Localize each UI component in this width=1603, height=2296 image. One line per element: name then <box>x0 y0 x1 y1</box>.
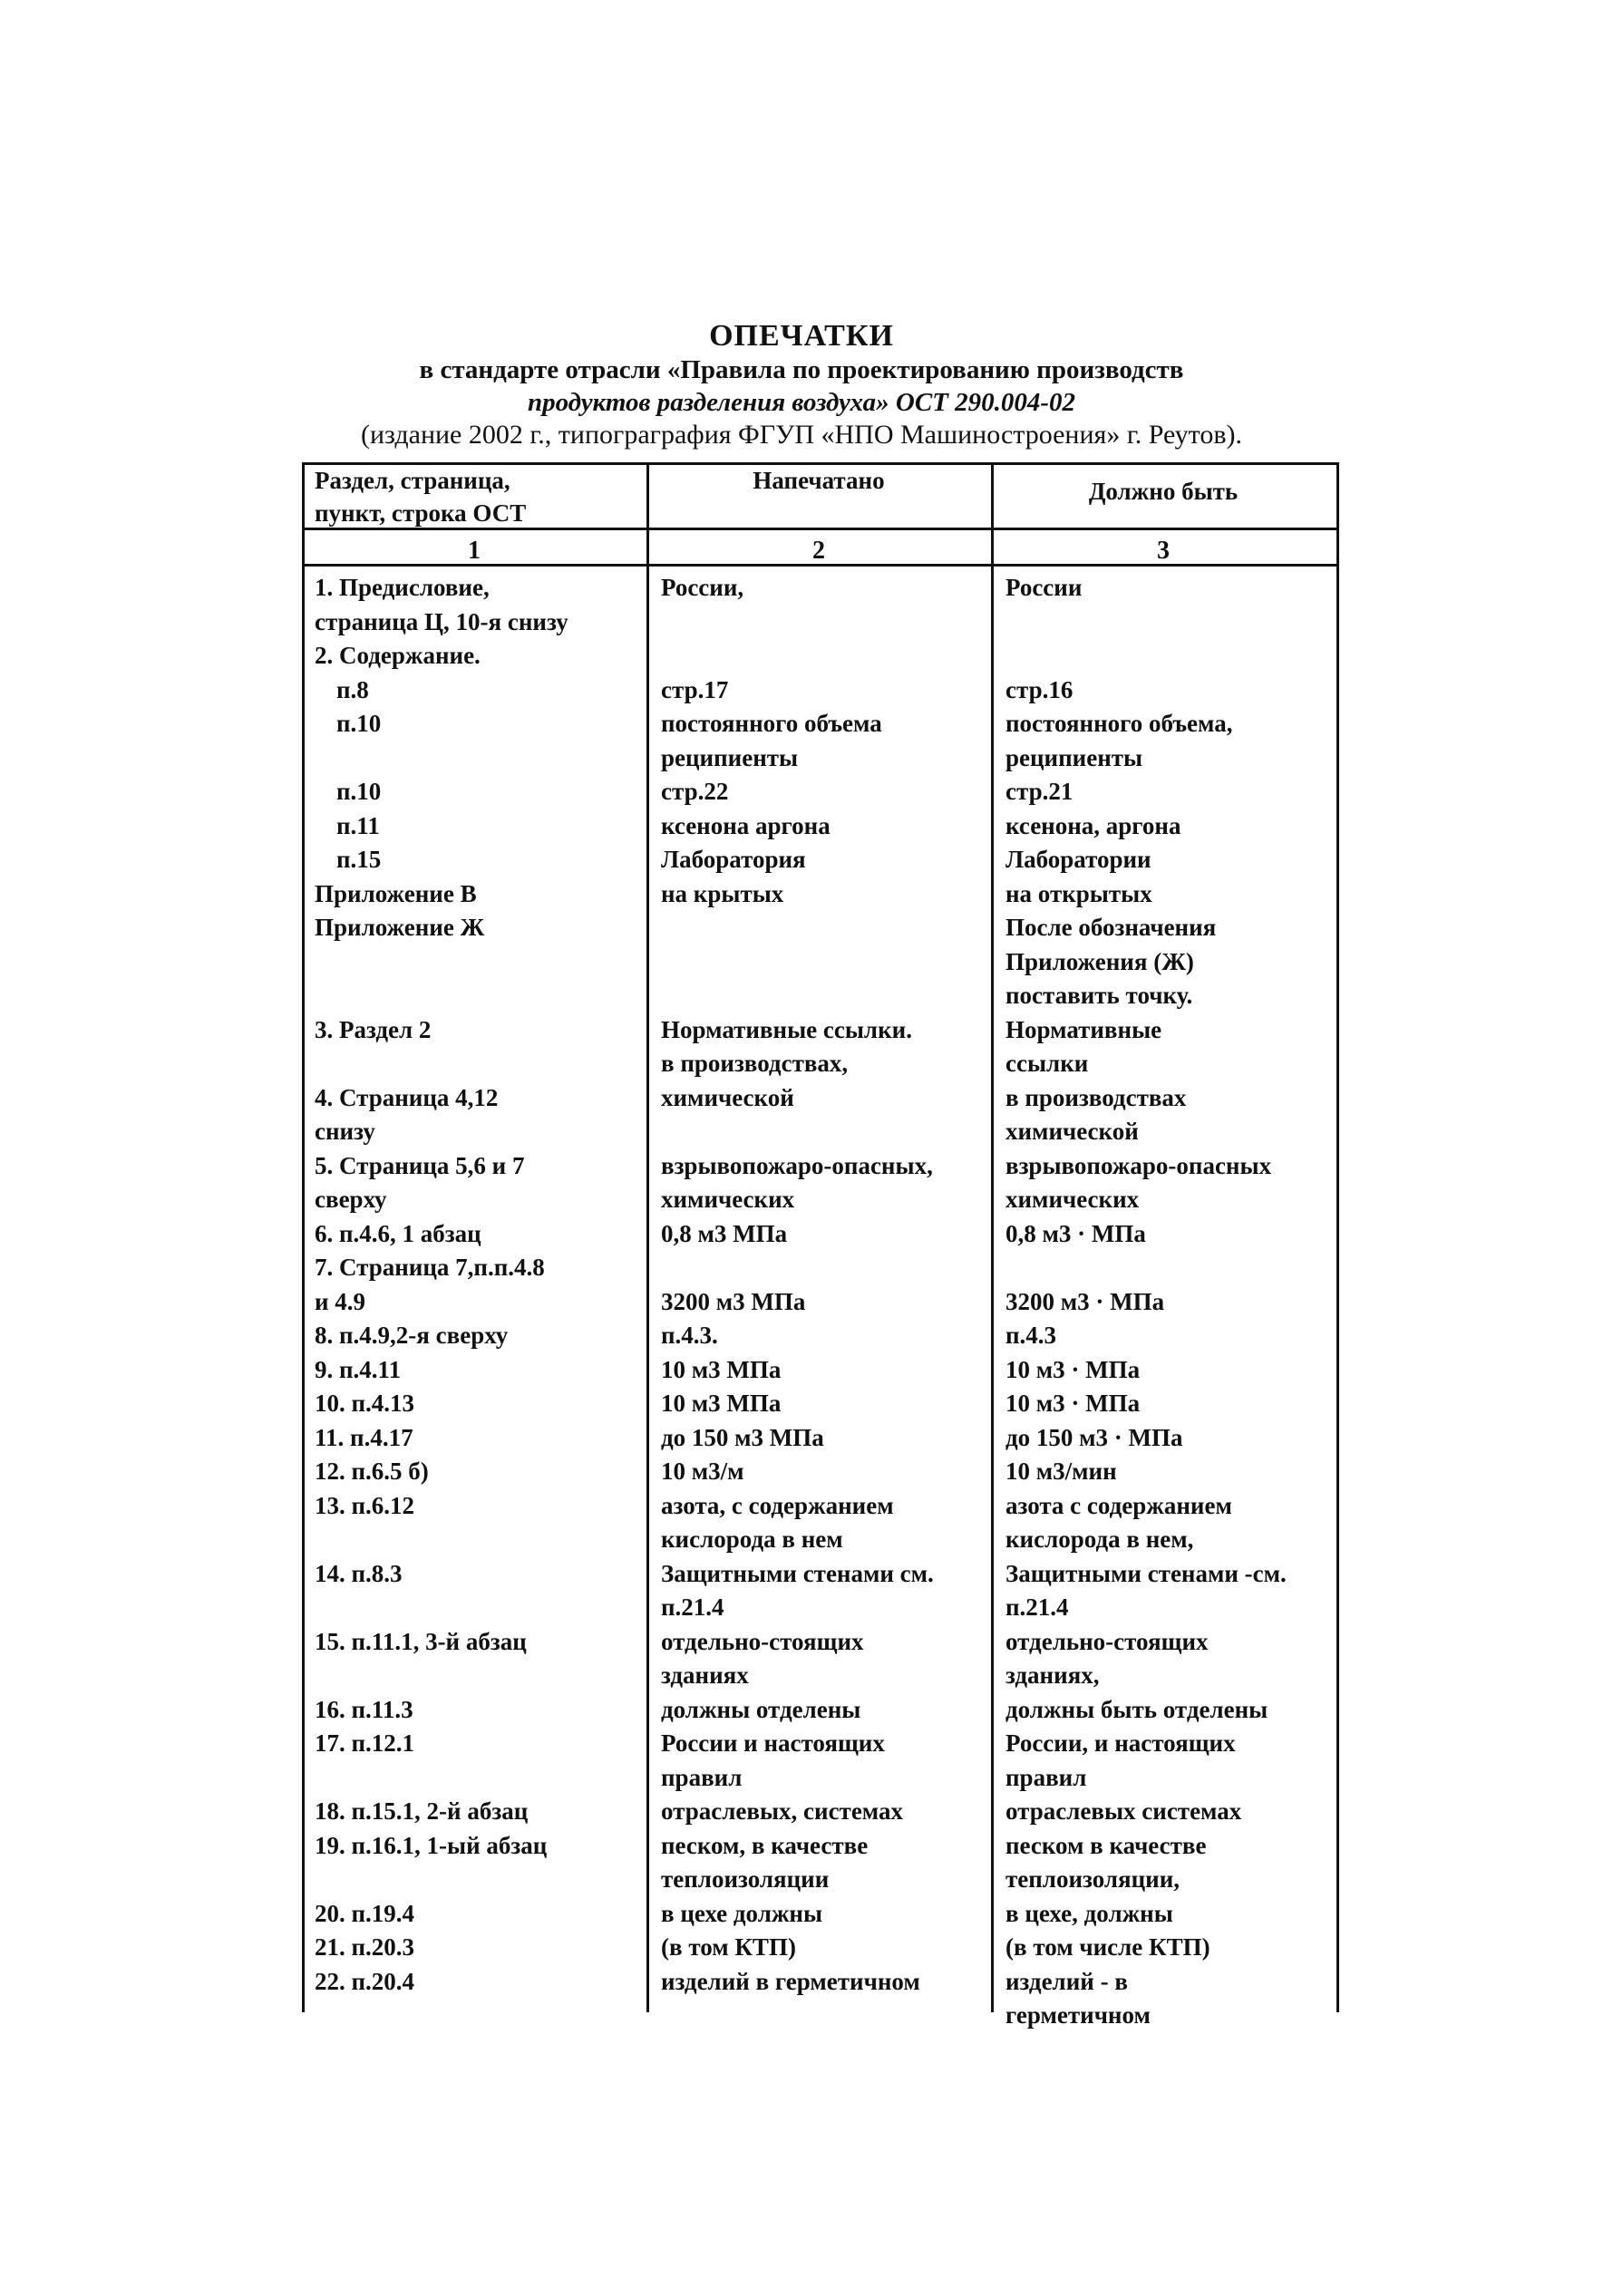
table-cell-c3 <box>1006 1081 1341 1149</box>
cell-text-line: стр.17 <box>661 675 729 703</box>
cell-text-line: химической <box>661 1083 794 1111</box>
table-cell-c3 <box>1006 1489 1341 1557</box>
table-cell-c2 <box>661 1013 996 1081</box>
cell-text-line: 21. п.20.3 <box>315 1933 415 1961</box>
cell-text-line: 15. п.11.1, 3-й абзац <box>315 1627 527 1655</box>
cell-text-line: химических <box>1006 1186 1140 1213</box>
cell-text-line: стр.16 <box>1006 675 1074 703</box>
cell-text-line: 10 м3 МПа <box>661 1390 782 1417</box>
cell-text-line: 10 м3 · МПа <box>1006 1390 1141 1417</box>
cell-text-line: в производствах <box>1006 1083 1187 1111</box>
table-cell-c2 <box>661 1455 996 1489</box>
cell-text-line: реципиенты <box>1006 743 1143 771</box>
header-col1-line: пункт, строка ОСТ <box>315 499 527 527</box>
table-cell-c3 <box>1006 707 1341 775</box>
cell-text-line: (в том числе КТП) <box>1006 1933 1210 1961</box>
cell-text-line: Приложения (Ж) <box>1006 947 1194 975</box>
cell-text-line: 0,8 м3 МПа <box>661 1219 788 1247</box>
table-cell-c2 <box>661 1795 996 1829</box>
table-cell-c1 <box>315 1931 641 1965</box>
cell-text-line: п.8 <box>336 675 369 703</box>
cell-text-line: песком, в качестве <box>661 1831 869 1859</box>
cell-text-line: Приложение Ж <box>315 914 485 941</box>
table-cell-c2 <box>661 673 996 708</box>
cell-text-line: взрывопожаро-опасных <box>1006 1151 1272 1179</box>
cell-text-line: 3. Раздел 2 <box>315 1015 432 1043</box>
table-cell-c1 <box>315 1081 641 1149</box>
cell-text-line: Нормативные <box>1006 1015 1162 1043</box>
table-cell-c1 <box>315 877 641 912</box>
cell-text-line: 1. Предисловие, <box>315 574 490 601</box>
cell-text-line: 3200 м3 · МПа <box>1006 1287 1165 1315</box>
cell-text-line: 8. п.4.9,2-я сверху <box>315 1322 509 1349</box>
table-cell-c1 <box>315 1693 641 1728</box>
table-cell-c3 <box>1006 1829 1341 1897</box>
cell-text-line: 10. п.4.13 <box>315 1390 415 1417</box>
cell-text-line: стр.21 <box>1006 778 1074 805</box>
table-cell-c3 <box>1006 1557 1341 1625</box>
table-cell-c3 <box>1006 1319 1341 1353</box>
table-cell-c1 <box>315 1965 641 2000</box>
table-cell-c2 <box>661 1965 996 2000</box>
cell-text-line: ссылки <box>1006 1050 1089 1077</box>
cell-text-line: России и настоящих <box>661 1729 885 1757</box>
cell-text-line: 7. Страница 7,п.п.4.8 <box>315 1254 545 1281</box>
table-cell-c1 <box>315 1387 641 1421</box>
table-cell-c1 <box>315 1829 641 1864</box>
table-cell-c1 <box>315 1421 641 1456</box>
table-cell-c3 <box>1006 1387 1341 1421</box>
table-cell-c2 <box>661 809 996 844</box>
table-cell-c3 <box>1006 877 1341 912</box>
table-cell-c2 <box>661 1319 996 1353</box>
document-subtitle-line1: в стандарте отрасли «Правила по проектированию производств <box>419 355 1184 384</box>
cell-text-line: изделий в герметичном <box>661 1967 920 1995</box>
cell-text-line: азота, с содержанием <box>661 1491 894 1519</box>
cell-text-line: Лаборатория <box>661 846 806 873</box>
cell-text-line: России <box>1006 574 1083 601</box>
table-cell-c1 <box>315 1557 641 1592</box>
table-cell-c2 <box>661 1557 996 1625</box>
cell-text-line: на крытых <box>661 879 784 907</box>
table-cell-c2 <box>661 1489 996 1557</box>
cell-text-line: должны отделены <box>661 1695 861 1723</box>
cell-text-line: зданиях <box>661 1661 749 1689</box>
cell-text-line: химических <box>661 1186 795 1213</box>
cell-text-line: Защитными стенами -см. <box>1006 1559 1287 1587</box>
cell-text-line: в производствах, <box>661 1050 849 1077</box>
header-col2-line: Напечатано <box>753 467 885 494</box>
table-cell-c1 <box>315 843 663 877</box>
cell-text-line: 14. п.8.3 <box>315 1559 403 1587</box>
cell-text-line: страница Ц, 10-я снизу <box>315 607 568 635</box>
cell-text-line: до 150 м3 · МПа <box>1006 1423 1183 1451</box>
table-cell-c3 <box>1006 843 1341 877</box>
cell-text-line: химической <box>1006 1118 1139 1145</box>
cell-text-line: отдельно-стоящих <box>1006 1627 1209 1655</box>
cell-text-line: 12. п.6.5 б) <box>315 1458 429 1485</box>
cell-text-line: Лаборатории <box>1006 846 1151 873</box>
table-cell-c3 <box>1006 1013 1341 1081</box>
cell-text-line: отдельно-стоящих <box>661 1627 864 1655</box>
table-cell-c3 <box>1006 673 1341 708</box>
cell-text-line: п.10 <box>336 778 382 805</box>
cell-text-line: должны быть отделены <box>1006 1695 1268 1723</box>
cell-text-line: России, <box>661 574 744 601</box>
cell-text-line: до 150 м3 МПа <box>661 1423 824 1451</box>
column-number-2: 2 <box>812 537 825 565</box>
cell-text-line: п.10 <box>336 710 382 737</box>
cell-text-line: стр.22 <box>661 778 729 805</box>
table-cell-c3 <box>1006 1149 1341 1217</box>
table-cell-c2 <box>661 571 996 605</box>
cell-text-line <box>1006 1251 1341 1285</box>
table-cell-c1 <box>315 775 663 809</box>
table-cell-c2 <box>661 1387 996 1421</box>
table-cell-c2 <box>661 1727 996 1795</box>
cell-text-line: 18. п.15.1, 2-й абзац <box>315 1797 529 1825</box>
table-cell-c2 <box>661 1149 996 1217</box>
cell-text-line: 19. п.16.1, 1-ый абзац <box>315 1831 548 1859</box>
cell-text-line: 6. п.4.6, 1 абзац <box>315 1219 481 1247</box>
cell-text-line <box>661 1251 996 1285</box>
table-cell-c3 <box>1006 1693 1341 1728</box>
table-cell-c3 <box>1006 809 1341 844</box>
title-block <box>0 319 1603 451</box>
cell-text-line: снизу <box>315 1118 375 1145</box>
cell-text-line: ксенона аргона <box>661 811 831 839</box>
table-cell-c1 <box>315 1319 641 1353</box>
cell-text-line: п.21.4 <box>1006 1594 1069 1621</box>
cell-text-line: п.11 <box>336 811 380 839</box>
cell-text-line: п.4.3 <box>1006 1322 1057 1349</box>
table-cell-c1 <box>315 1897 641 1932</box>
cell-text-line: ксенона, аргона <box>1006 811 1181 839</box>
table-cell-c2 <box>661 1081 996 1116</box>
cell-text-line: зданиях, <box>1006 1661 1100 1689</box>
table-cell-c1 <box>315 1251 641 1319</box>
table-cell-c2 <box>661 1421 996 1456</box>
table-cell-c1 <box>315 809 663 844</box>
table-cell-c1 <box>315 1795 641 1829</box>
cell-text-line: 2. Содержание. <box>315 642 481 669</box>
cell-text-line: кислорода в нем <box>661 1526 843 1553</box>
table-cell-c1 <box>315 911 641 945</box>
cell-text-line: герметичном <box>1006 2001 1151 2029</box>
table-cell-c2 <box>661 1897 996 1932</box>
table-cell-c2 <box>661 1217 996 1252</box>
cell-text-line: на открытых <box>1006 879 1152 907</box>
table-cell-c1 <box>315 1727 641 1761</box>
cell-text-line: 10 м3/мин <box>1006 1458 1117 1485</box>
table-left-border <box>302 462 305 2012</box>
table-cell-c1 <box>315 1455 641 1489</box>
cell-text-line: поставить точку. <box>1006 982 1193 1009</box>
cell-text-line: (в том КТП) <box>661 1933 796 1961</box>
table-cell-c3 <box>1006 1251 1341 1319</box>
cell-text-line: России, и настоящих <box>1006 1729 1236 1757</box>
cell-text-line: отраслевых системах <box>1006 1797 1242 1825</box>
cell-text-line: изделий - в <box>1006 1967 1128 1995</box>
table-cell-c3 <box>1006 1727 1341 1795</box>
table-cell-c3 <box>1006 1931 1341 1965</box>
table-cell-c3 <box>1006 1217 1341 1252</box>
table-cell-c3 <box>1006 1421 1341 1456</box>
table-cell-c1 <box>315 1625 641 1660</box>
cell-text-line: 4. Страница 4,12 <box>315 1083 499 1111</box>
cell-text-line: правил <box>661 1763 743 1791</box>
header-col2 <box>646 464 991 497</box>
cell-text-line: п.4.3. <box>661 1322 718 1349</box>
cell-text-line: 13. п.6.12 <box>315 1491 415 1519</box>
table-cell-c3 <box>1006 1965 1341 2033</box>
cell-text-line: теплоизоляции <box>661 1865 830 1893</box>
table-cell-c3 <box>1006 1455 1341 1489</box>
cell-text-line: 20. п.19.4 <box>315 1899 415 1927</box>
table-cell-c3 <box>1006 911 1341 1013</box>
cell-text-line: 5. Страница 5,6 и 7 <box>315 1151 525 1179</box>
cell-text-line: теплоизоляции, <box>1006 1865 1180 1893</box>
table-cell-c1 <box>315 707 663 741</box>
table-cell-c2 <box>661 1829 996 1897</box>
cell-text-line: После обозначения <box>1006 914 1217 941</box>
cell-text-line: Нормативные ссылки. <box>661 1015 912 1043</box>
cell-text-line: взрывопожаро-опасных, <box>661 1151 933 1179</box>
header-col3-line: Должно быть <box>1088 478 1239 505</box>
cell-text-line: 17. п.12.1 <box>315 1729 415 1757</box>
document-edition-line: (издание 2002 г., типогрaграфия ФГУП «НПО Машиностроения» г. Реутов). <box>361 420 1242 450</box>
document-title: ОПЕЧАТКИ <box>709 319 894 353</box>
cell-text-line: 9. п.4.11 <box>315 1355 402 1383</box>
cell-text-line: 22. п.20.4 <box>315 1967 415 1995</box>
cell-text-line: реципиенты <box>661 743 799 771</box>
table-cell-c2 <box>661 1353 996 1388</box>
header-col1-line: Раздел, страница, <box>315 467 510 494</box>
cell-text-line: Защитными стенами см. <box>661 1559 934 1587</box>
cell-text-line: постоянного объема, <box>1006 710 1233 737</box>
column-number-3: 3 <box>1157 537 1170 565</box>
cell-text-line: и 4.9 <box>315 1287 366 1315</box>
cell-text-line: 0,8 м3 · МПа <box>1006 1219 1146 1247</box>
cell-text-line: 10 м3 · МПа <box>1006 1355 1141 1383</box>
cell-text-line: постоянного объема <box>661 710 882 737</box>
table-cell-c3 <box>1006 1897 1341 1932</box>
table-cell-c1 <box>315 673 663 708</box>
cell-text-line: в цехе должны <box>661 1899 823 1927</box>
table-cell-c3 <box>1006 1625 1341 1693</box>
table-cell-c2 <box>661 1931 996 1965</box>
header-col1 <box>315 464 641 529</box>
table-cell-c1 <box>315 1489 641 1524</box>
table-cell-c2 <box>661 707 996 775</box>
cell-text-line: п.15 <box>336 846 382 873</box>
table-cell-c2 <box>661 1251 996 1319</box>
column-number-1: 1 <box>468 537 481 565</box>
cell-text-line: 10 м3/м <box>661 1458 744 1485</box>
table-cell-c3 <box>1006 1353 1341 1388</box>
cell-text-line: 16. п.11.3 <box>315 1695 413 1723</box>
cell-text-line: азота с содержанием <box>1006 1491 1232 1519</box>
table-cell-c2 <box>661 775 996 809</box>
table-cell-c1 <box>315 1149 641 1217</box>
table-cell-c1 <box>315 1217 641 1252</box>
cell-text-line: п.21.4 <box>661 1594 724 1621</box>
cell-text-line: в цехе, должны <box>1006 1899 1173 1927</box>
cell-text-line: отраслевых, системах <box>661 1797 904 1825</box>
table-cell-c1 <box>315 1013 641 1048</box>
cell-text-line: сверху <box>315 1186 387 1213</box>
cell-text-line: Приложение В <box>315 879 477 907</box>
table-cell-c2 <box>661 843 996 877</box>
cell-text-line: 11. п.4.17 <box>315 1423 413 1451</box>
document-subtitle-line2: продуктов разделения воздуха» ОСТ 290.004-02 <box>527 388 1076 417</box>
table-cell-c2 <box>661 1693 996 1728</box>
table-cell-c1 <box>315 571 641 639</box>
table-cell-c2 <box>661 877 996 912</box>
cell-text-line: 10 м3 МПа <box>661 1355 782 1383</box>
table-cell-c1 <box>315 1353 641 1388</box>
table-cell-c3 <box>1006 571 1341 605</box>
table-cell-c3 <box>1006 1795 1341 1829</box>
table-cell-c2 <box>661 1625 996 1693</box>
cell-text-line: 3200 м3 МПа <box>661 1287 806 1315</box>
cell-text-line: правил <box>1006 1763 1087 1791</box>
table-cell-c3 <box>1006 775 1341 809</box>
cell-text-line: песком в качестве <box>1006 1831 1207 1859</box>
table-cell-c1 <box>315 639 641 673</box>
header-col3 <box>991 475 1336 508</box>
cell-text-line: кислорода в нем, <box>1006 1526 1194 1553</box>
